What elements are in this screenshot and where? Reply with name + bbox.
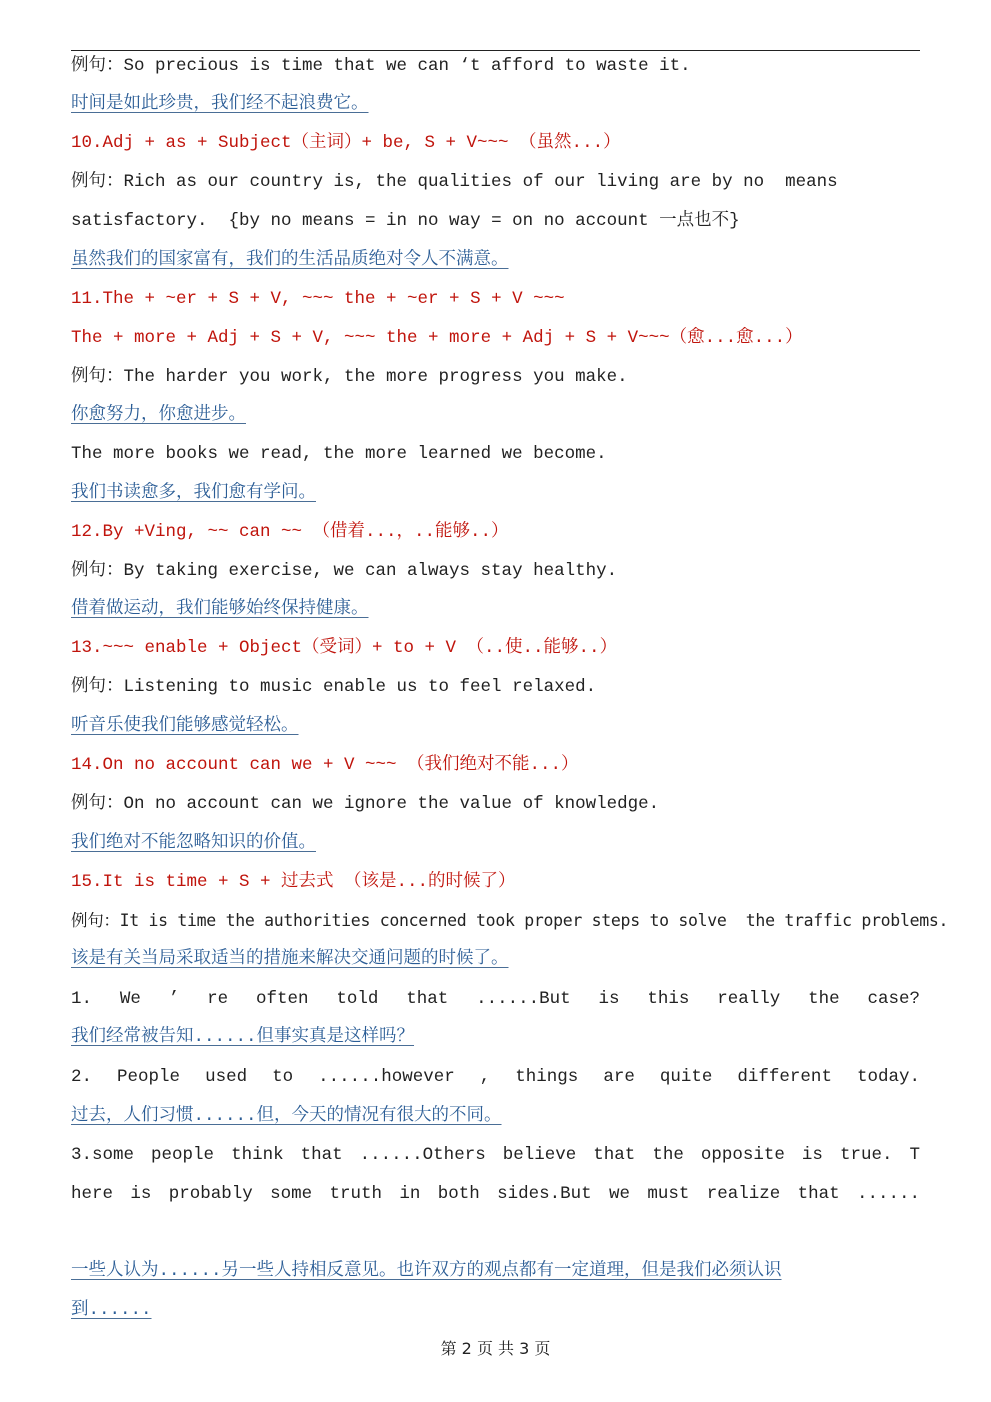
sentence-line: 例句：On no account can we ignore the value of knowledge.: [71, 794, 660, 814]
sentence-line: here is probably some truth in both sides.But we must realize that ......: [71, 1184, 920, 1204]
sentence-line: 例句：So precious is time that we can ‘t afford to waste it.: [71, 56, 691, 76]
sentence-line: 1. We ’ re often told that ......But is this really the case?: [71, 989, 920, 1009]
translation-line: 我们书读愈多，我们愈有学问。: [71, 483, 316, 503]
translation-line: 过去，人们习惯......但，今天的情况有很大的不同。: [71, 1106, 502, 1126]
sentence-line: The more books we read, the more learned we become.: [71, 444, 607, 464]
sentence-line: 例句：The harder you work, the more progress you make.: [71, 367, 628, 387]
pattern-heading: 12.By +Ving, ~~ can ~~ （借着...，..能够..）: [71, 522, 509, 542]
pattern-heading: The + more + Adj + S + V, ~~~ the + more + Adj + S + V~~~（愈...愈...）: [71, 328, 803, 348]
translation-line: 听音乐使我们能够感觉轻松。: [71, 716, 299, 736]
translation-line: 该是有关当局采取适当的措施来解决交通问题的时候了。: [71, 949, 509, 969]
sentence-line: 例句：By taking exercise, we can always stay healthy.: [71, 561, 618, 581]
translation-line: 你愈努力，你愈进步。: [71, 405, 246, 425]
pattern-heading: 15.It is time + S + 过去式 （该是...的时候了）: [71, 872, 516, 892]
translation-line: 时间是如此珍贵，我们经不起浪费它。: [71, 94, 369, 114]
sentence-line: 例句：Rich as our country is, the qualities of our living are by no means: [71, 172, 838, 192]
translation-line: 到......: [71, 1300, 152, 1320]
sentence-line: 2. People used to ......however , things are quite different today.: [71, 1067, 920, 1087]
sentence-line: 例句：Listening to music enable us to feel relaxed.: [71, 677, 597, 697]
page-number: 第 2 页 共 3 页: [440, 1339, 551, 1358]
translation-line: 我们绝对不能忽略知识的价值。: [71, 833, 316, 853]
pattern-heading: 11.The + ~er + S + V, ~~~ the + ~er + S + V ~~~: [71, 289, 565, 309]
translation-line: 虽然我们的国家富有，我们的生活品质绝对令人不满意。: [71, 250, 509, 270]
translation-line: 一些人认为......另一些人持相反意见。也许双方的观点都有一定道理，但是我们必须认识: [71, 1261, 782, 1281]
translation-line: 借着做运动，我们能够始终保持健康。: [71, 599, 369, 619]
translation-line: 我们经常被告知......但事实真是这样吗？: [71, 1027, 415, 1047]
sentence-line: 例句：It is time the authorities concerned took proper steps to solve the traffic problems.: [71, 911, 949, 930]
sentence-line: 3.some people think that ......Others believe that the opposite is true. T: [71, 1145, 920, 1165]
sentence-line: satisfactory. {by no means = in no way = on no account 一点也不}: [71, 211, 740, 231]
pattern-heading: 13.~~~ enable + Object（受词）+ to + V （..使..能够..）: [71, 638, 618, 658]
header-rule: [71, 50, 920, 51]
pattern-heading: 14.On no account can we + V ~~~ （我们绝对不能...）: [71, 755, 579, 775]
pattern-heading: 10.Adj + as + Subject（主词）+ be, S + V~~~ （虽然...）: [71, 133, 621, 153]
